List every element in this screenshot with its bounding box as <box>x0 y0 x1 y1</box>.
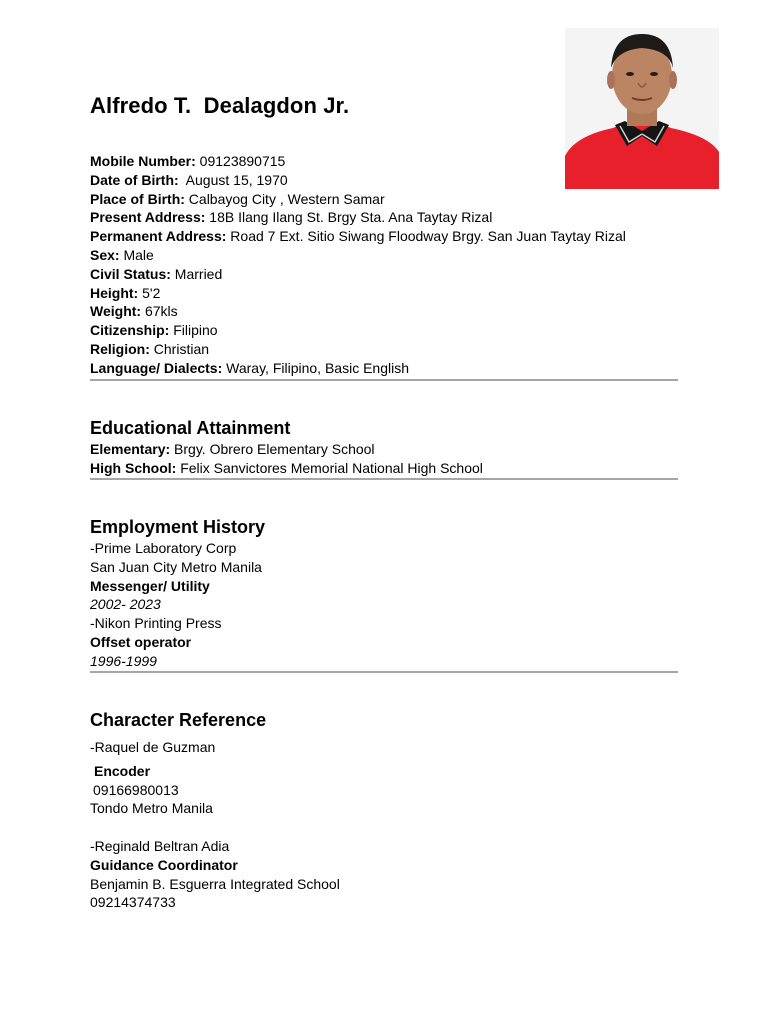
section-divider <box>90 671 678 673</box>
citizenship-row: Citizenship: Filipino <box>90 322 218 339</box>
high-school-row: High School: Felix Sanvictores Memorial National High School <box>90 459 483 476</box>
date-of-birth-row: Date of Birth: August 15, 1970 <box>90 171 288 188</box>
section-divider <box>90 379 678 381</box>
job-location: San Juan City Metro Manila <box>90 558 262 575</box>
language-row: Language/ Dialects: Waray, Filipino, Basic English <box>90 359 409 376</box>
education-title: Educational Attainment <box>90 418 291 438</box>
sex-row: Sex: Male <box>90 246 154 263</box>
reference-position: Encoder <box>94 762 151 779</box>
reference-name: -Reginald Beltran Adia <box>90 837 230 854</box>
reference-school: Benjamin B. Esguerra Integrated School <box>90 875 340 892</box>
job-years: 2002- 2023 <box>90 596 161 613</box>
mobile-number-row: Mobile Number: 09123890715 <box>90 153 286 169</box>
job-position: Messenger/ Utility <box>90 577 210 594</box>
job-company: -Prime Laboratory Corp <box>90 540 237 556</box>
job-position: Offset operator <box>90 633 192 650</box>
present-address-row: Present Address: 18B Ilang Ilang St. Brgy Sta. Ana Taytay Rizal <box>90 209 493 226</box>
personal-details <box>90 152 626 378</box>
place-of-birth-row: Place of Birth: Calbayog City , Western Samar <box>90 190 385 207</box>
education-section <box>90 416 483 478</box>
height-row: Height: 5'2 <box>90 284 161 301</box>
employment-title: Employment History <box>90 517 266 537</box>
section-divider <box>90 478 678 480</box>
weight-row: Weight: 67kls <box>90 303 178 320</box>
elementary-row: Elementary: Brgy. Obrero Elementary School <box>90 441 375 457</box>
reference-position: Guidance Coordinator <box>90 856 238 873</box>
reference-name: -Raquel de Guzman <box>90 739 216 755</box>
employment-section <box>90 515 265 671</box>
reference-phone: 09166980013 <box>93 781 179 798</box>
references-title: Character Reference <box>90 710 267 730</box>
permanent-address-row: Permanent Address: Road 7 Ext. Sitio Siwang Floodway Brgy. San Juan Taytay Rizal <box>90 228 626 245</box>
reference-address: Tondo Metro Manila <box>90 800 213 817</box>
job-company: -Nikon Printing Press <box>90 615 222 632</box>
job-years: 1996-1999 <box>90 652 157 669</box>
applicant-name: Alfredo T. Dealagdon Jr. <box>90 93 350 118</box>
civil-status-row: Civil Status: Married <box>90 265 223 282</box>
reference-phone: 09214374733 <box>90 894 176 911</box>
religion-row: Religion: Christian <box>90 340 210 357</box>
references-section <box>90 708 340 912</box>
